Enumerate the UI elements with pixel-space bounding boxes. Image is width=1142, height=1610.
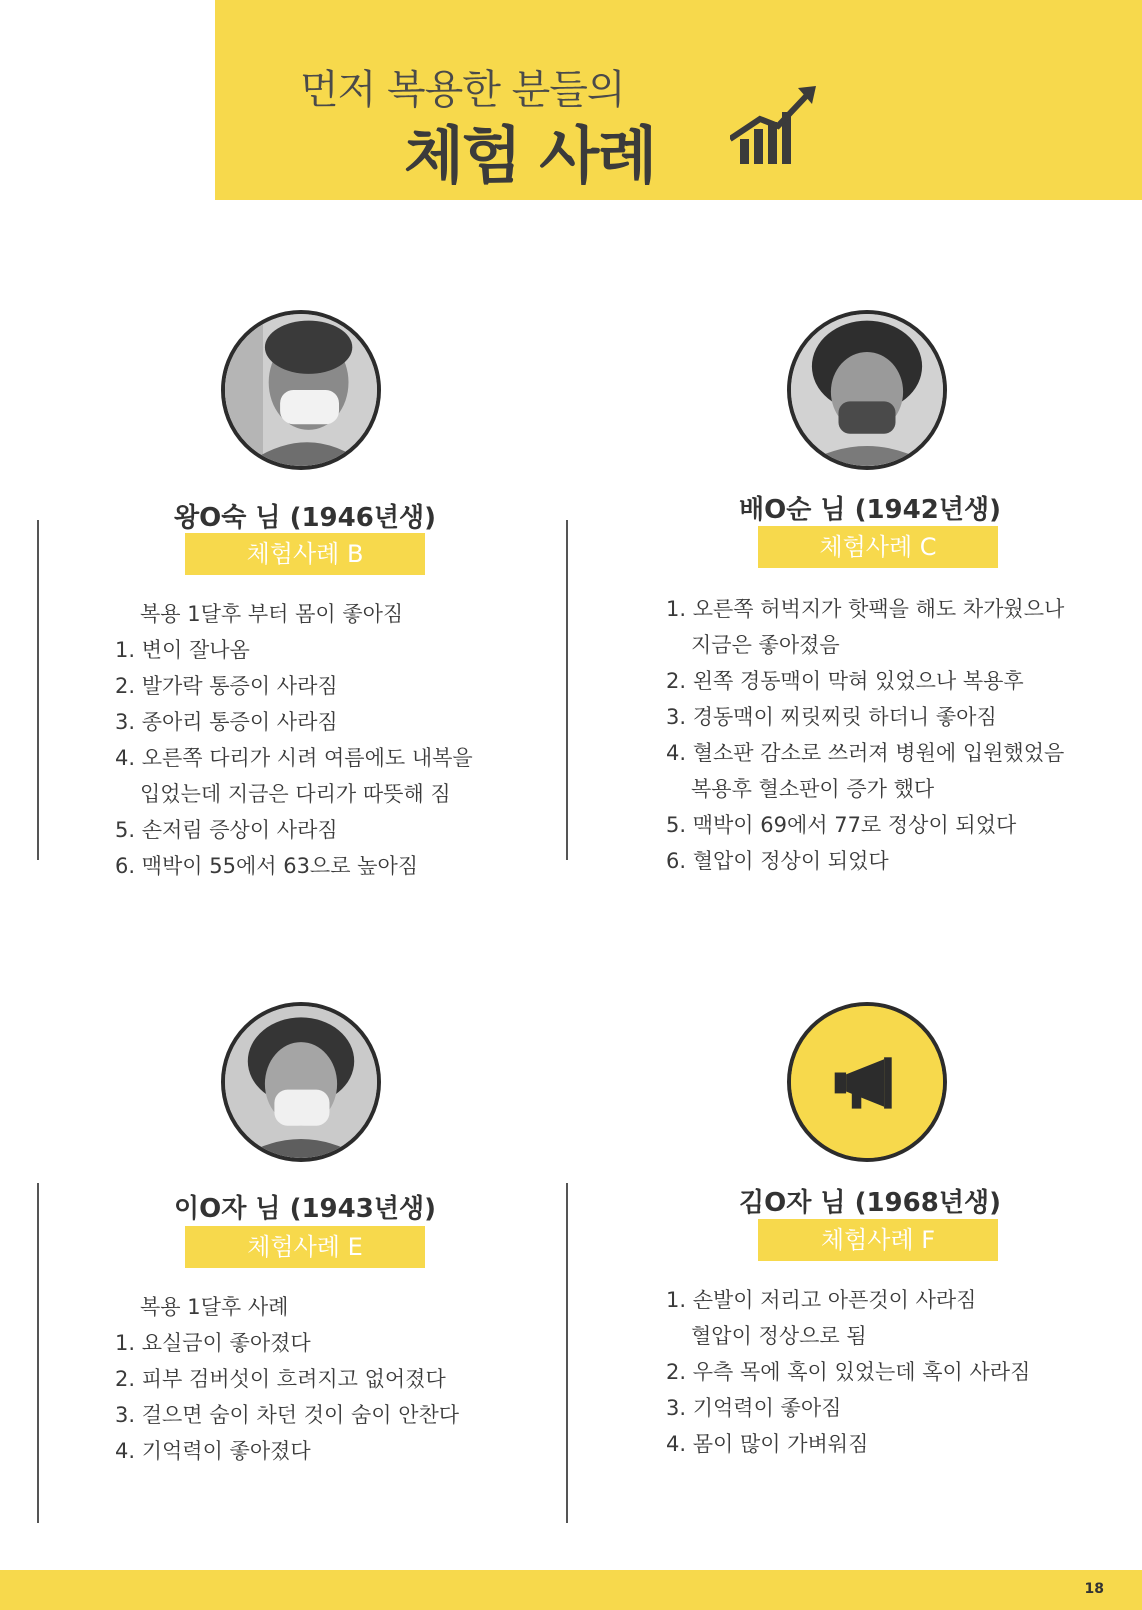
case-badge: 체험사례 C [758, 526, 998, 568]
divider-line [566, 1183, 568, 1523]
list-item: 복용 1달후 부터 몸이 좋아짐 [140, 602, 404, 626]
case-badge: 체험사례 F [758, 1219, 998, 1261]
footer-band [0, 1570, 1142, 1610]
case-badge: 체험사례 B [185, 533, 425, 575]
person-name: 배O순 님 (1942년생) [739, 495, 1001, 525]
megaphone-badge [787, 1002, 947, 1162]
case-list [115, 1289, 459, 1469]
header-subtitle: 먼저 복용한 분들의 [300, 67, 625, 113]
list-item: 4. 몸이 많이 가벼워짐 [666, 1432, 869, 1456]
list-item: 4. 기억력이 좋아졌다 [115, 1439, 311, 1463]
person-name: 왕O숙 님 (1946년생) [174, 503, 436, 533]
list-item: 5. 맥박이 69에서 77로 정상이 되었다 [666, 813, 1017, 837]
page-number: 18 [1084, 1581, 1104, 1597]
case-badge: 체험사례 E [185, 1226, 425, 1268]
person-name: 김O자 님 (1968년생) [739, 1188, 1001, 1218]
case-list [666, 591, 1064, 879]
avatar-case-c [787, 310, 947, 470]
list-item: 혈압이 정상으로 됨 [691, 1324, 867, 1348]
divider-line [37, 520, 39, 860]
list-item: 2. 왼쪽 경동맥이 막혀 있었으나 복용후 [666, 669, 1024, 693]
megaphone-icon [791, 1006, 943, 1158]
list-item: 1. 변이 잘나옴 [115, 638, 250, 662]
case-list [115, 596, 473, 884]
list-item: 6. 맥박이 55에서 63으로 높아짐 [115, 854, 419, 878]
list-item: 3. 기억력이 좋아짐 [666, 1396, 842, 1420]
list-item: 4. 혈소판 감소로 쓰러져 병원에 입원했었음 [666, 741, 1065, 765]
list-item: 2. 피부 검버섯이 흐려지고 없어졌다 [115, 1367, 446, 1391]
list-item: 4. 오른쪽 다리가 시려 여름에도 내복을 [115, 746, 473, 770]
list-item: 복용 1달후 사례 [140, 1295, 289, 1319]
list-item: 1. 손발이 저리고 아픈것이 사라짐 [666, 1288, 977, 1312]
avatar-case-e [221, 1002, 381, 1162]
list-item: 입었는데 지금은 다리가 따뜻해 짐 [140, 782, 451, 806]
growth-chart-icon [730, 84, 820, 169]
list-item: 복용후 혈소판이 증가 했다 [691, 777, 935, 801]
avatar-case-b [221, 310, 381, 470]
list-item: 2. 발가락 통증이 사라짐 [115, 674, 338, 698]
list-item: 3. 걸으면 숨이 차던 것이 숨이 안찬다 [115, 1403, 460, 1427]
divider-line [566, 520, 568, 860]
list-item: 1. 요실금이 좋아졌다 [115, 1331, 311, 1355]
person-name: 이O자 님 (1943년생) [174, 1194, 436, 1224]
list-item: 1. 오른쪽 허벅지가 핫팩을 해도 차가웠으나 [666, 597, 1065, 621]
page-title: 체험 사례 [404, 119, 656, 192]
list-item: 지금은 좋아졌음 [691, 633, 840, 657]
list-item: 6. 혈압이 정상이 되었다 [666, 849, 889, 873]
divider-line [37, 1183, 39, 1523]
list-item: 3. 종아리 통증이 사라짐 [115, 710, 338, 734]
list-item: 2. 우측 목에 혹이 있었는데 혹이 사라짐 [666, 1360, 1031, 1384]
list-item: 3. 경동맥이 찌릿찌릿 하더니 좋아짐 [666, 705, 997, 729]
list-item: 5. 손저림 증상이 사라짐 [115, 818, 338, 842]
case-list [666, 1282, 1030, 1462]
